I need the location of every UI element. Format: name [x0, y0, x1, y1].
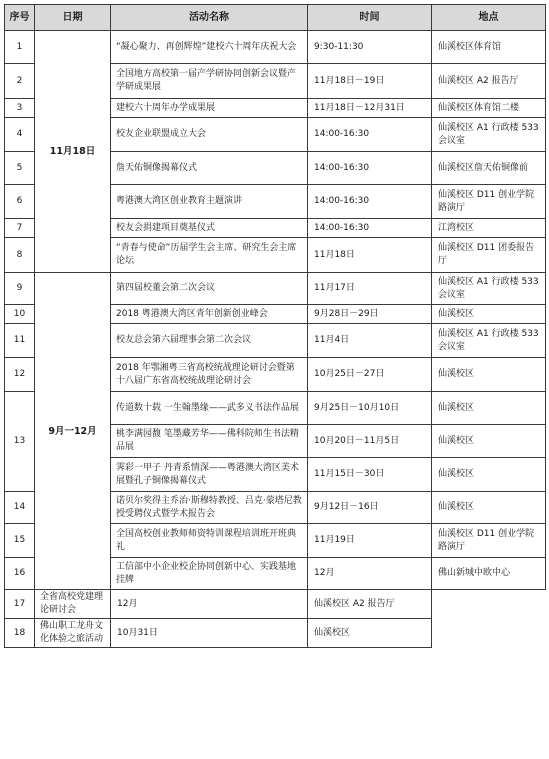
column-header-location: 地点: [432, 5, 546, 31]
activity-location-cell: 仙溪校区: [432, 492, 546, 524]
activity-location-cell: 仙溪校区: [432, 392, 546, 425]
row-serial-number: 1: [5, 31, 35, 64]
row-serial-number: 16: [5, 558, 35, 590]
activity-location-cell: 仙溪校区: [308, 619, 432, 648]
row-serial-number: 18: [5, 619, 35, 648]
date-group-cell: 9月一12月: [35, 273, 111, 590]
table-row: [5, 619, 546, 648]
table-row: [5, 273, 546, 305]
column-header-seq: 序号: [5, 5, 35, 31]
row-serial-number: 11: [5, 324, 35, 358]
activity-name-cell: 2018 年鄂湘粤三省高校统战理论研讨会暨第十八届广东省高校统战理论研讨会: [111, 358, 308, 392]
row-serial-number: 6: [5, 185, 35, 219]
activity-name-cell: 建校六十周年办学成果展: [111, 99, 308, 118]
activity-location-cell: 仙溪校区 A2 报告厅: [308, 590, 432, 619]
activity-time-cell: 11月19日: [308, 524, 432, 558]
activity-time-cell: 14:00-16:30: [308, 219, 432, 238]
activity-time-cell: 10月31日: [111, 619, 308, 648]
activity-time-cell: 11月15日－30日: [308, 458, 432, 492]
activity-location-cell: 仙溪校区 D11 创业学院路演厅: [432, 185, 546, 219]
activity-time-cell: 12月: [308, 558, 432, 590]
activity-name-cell: 粤港澳大湾区创业教育主题演讲: [111, 185, 308, 219]
activity-schedule-table: [4, 4, 546, 648]
activity-schedule-table-container: [4, 4, 545, 648]
activity-time-cell: 11月18日: [308, 238, 432, 273]
activity-location-cell: 仙溪校区: [432, 358, 546, 392]
row-serial-number: 10: [5, 305, 35, 324]
activity-name-cell: 詹天佑铜像揭幕仪式: [111, 152, 308, 185]
table-header: [5, 5, 546, 31]
activity-time-cell: 11月18日－19日: [308, 64, 432, 99]
activity-location-cell: 仙溪校区体育馆二楼: [432, 99, 546, 118]
column-header-name: 活动名称: [111, 5, 308, 31]
activity-time-cell: 14:00-16:30: [308, 185, 432, 219]
activity-name-cell: 全国高校创业教师师资特训课程培训班开班典礼: [111, 524, 308, 558]
activity-location-cell: 仙溪校区 D11 创业学院路演厅: [432, 524, 546, 558]
activity-time-cell: 11月18日－12月31日: [308, 99, 432, 118]
row-serial-number: 15: [5, 524, 35, 558]
activity-time-cell: 12月: [111, 590, 308, 619]
activity-name-cell: 校友会捐建项目奠基仪式: [111, 219, 308, 238]
row-serial-number: 12: [5, 358, 35, 392]
row-serial-number: 9: [5, 273, 35, 305]
activity-name-cell: 霁彩一甲子 丹青系情深——粤港澳大湾区美术展暨孔子铜像揭幕仪式: [111, 458, 308, 492]
row-serial-number: 5: [5, 152, 35, 185]
activity-name-cell: 2018 粤港澳大湾区青年创新创业峰会: [111, 305, 308, 324]
activity-name-cell: 传道数十载 一生翰墨缘——武多义书法作品展: [111, 392, 308, 425]
activity-time-cell: 14:00-16:30: [308, 152, 432, 185]
row-serial-number: 14: [5, 492, 35, 524]
activity-name-cell: 佛山职工龙舟文化体验之旅活动: [35, 619, 111, 648]
activity-name-cell: 桃李满园馥 笔墨藏芳华——佛科院师生书法精品展: [111, 425, 308, 458]
activity-location-cell: 仙溪校区: [432, 458, 546, 492]
activity-time-cell: 10月25日－27日: [308, 358, 432, 392]
activity-time-cell: 9月12日－16日: [308, 492, 432, 524]
date-group-cell: 11月18日: [35, 31, 111, 273]
activity-location-cell: 江湾校区: [432, 219, 546, 238]
row-serial-number: 7: [5, 219, 35, 238]
row-serial-number: 3: [5, 99, 35, 118]
row-serial-number: 2: [5, 64, 35, 99]
table-row: [5, 590, 546, 619]
activity-time-cell: 9月25日－10月10日: [308, 392, 432, 425]
activity-location-cell: 仙溪校区 D11 团委报告厅: [432, 238, 546, 273]
activity-time-cell: 10月20日－11月5日: [308, 425, 432, 458]
row-serial-number: 4: [5, 118, 35, 152]
activity-location-cell: 仙溪校区 A2 报告厅: [432, 64, 546, 99]
column-header-date: 日期: [35, 5, 111, 31]
column-header-time: 时间: [308, 5, 432, 31]
activity-name-cell: 校友企业联盟成立大会: [111, 118, 308, 152]
row-serial-number: 13: [5, 392, 35, 492]
activity-location-cell: 仙溪校区体育馆: [432, 31, 546, 64]
activity-name-cell: 工信部中小企业校企协同创新中心、实践基地挂牌: [111, 558, 308, 590]
activity-location-cell: 仙溪校区: [432, 305, 546, 324]
activity-name-cell: 诺贝尔奖得主乔治·斯穆特教授、吕克·蒙塔尼教授受聘仪式暨学术报告会: [111, 492, 308, 524]
activity-name-cell: “青春与使命”历届学生会主席、研究生会主席论坛: [111, 238, 308, 273]
activity-time-cell: 14:00-16:30: [308, 118, 432, 152]
activity-location-cell: 仙溪校区 A1 行政楼 533 会议室: [432, 273, 546, 305]
row-serial-number: 8: [5, 238, 35, 273]
activity-time-cell: 11月17日: [308, 273, 432, 305]
activity-location-cell: 仙溪校区 A1 行政楼 533 会议室: [432, 118, 546, 152]
activity-location-cell: 仙溪校区: [432, 425, 546, 458]
row-serial-number: 17: [5, 590, 35, 619]
table-row: [5, 31, 546, 64]
activity-name-cell: “凝心聚力、再创辉煌”建校六十周年庆祝大会: [111, 31, 308, 64]
activity-name-cell: 全省高校党建理论研讨会: [35, 590, 111, 619]
activity-location-cell: 仙溪校区詹天佑铜像前: [432, 152, 546, 185]
activity-name-cell: 校友总会第六届理事会第二次会议: [111, 324, 308, 358]
activity-time-cell: 11月4日: [308, 324, 432, 358]
table-body: [5, 31, 546, 648]
activity-location-cell: 仙溪校区 A1 行政楼 533 会议室: [432, 324, 546, 358]
header-row: [5, 5, 546, 31]
activity-time-cell: 9月28日－29日: [308, 305, 432, 324]
activity-location-cell: 佛山新城中欧中心: [432, 558, 546, 590]
activity-name-cell: 第四届校董会第二次会议: [111, 273, 308, 305]
activity-time-cell: 9:30-11:30: [308, 31, 432, 64]
activity-name-cell: 全国地方高校第一届产学研协同创新会议暨产学研成果展: [111, 64, 308, 99]
